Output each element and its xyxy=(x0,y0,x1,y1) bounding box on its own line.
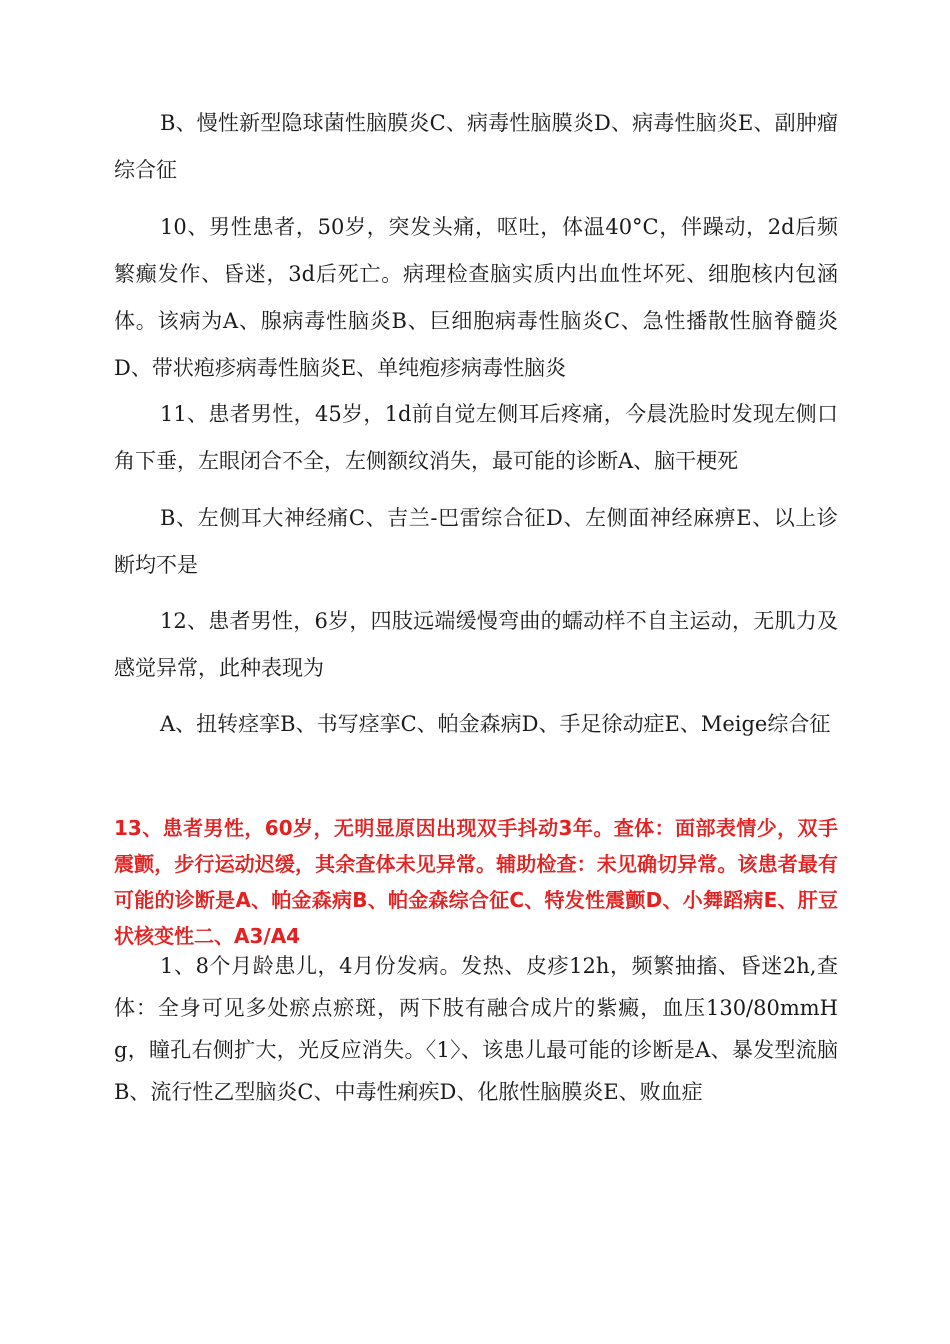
paragraph-case-1: 1、8个月龄患儿，4月份发病。发热、皮疹12h，频繁抽搐、昏迷2h,查体：全身可见多处瘀点瘀斑，两下肢有融合成片的紫癜，血压130/80mmHg，瞳孔右侧扩大，光反应消失。〈1〉、该患儿最可能的诊断是A、暴发型流脑B、流行性乙型脑炎C、中毒性痢疾D、化脓性脑膜炎E、败血症 xyxy=(114,954,838,1104)
paragraph-options-9: B、慢性新型隐球菌性脑膜炎C、病毒性脑膜炎D、病毒性脑炎E、副肿瘤综合征 xyxy=(114,111,838,182)
paragraph-options-11: B、左侧耳大神经痛C、吉兰-巴雷综合征D、左侧面神经麻痹E、以上诊断均不是 xyxy=(114,506,838,577)
paragraph-question-13-highlighted: 13、患者男性，60岁，无明显原因出现双手抖动3年。查体：面部表情少，双手震颤，步行运动迟缓，其余查体未见异常。辅助检查：未见确切异常。该患者最有可能的诊断是A、帕金森病B、帕金森综合征C、特发性震颤D、小舞蹈病E、肝豆状核变性二、A3/A4 xyxy=(114,816,838,948)
paragraph-question-11: 11、患者男性，45岁，1d前自觉左侧耳后疼痛，今晨洗脸时发现左侧口角下垂，左眼闭合不全，左侧额纹消失，最可能的诊断A、脑干梗死 xyxy=(114,402,838,473)
paragraph-options-12: A、扭转痉挛B、书写痉挛C、帕金森病D、手足徐动症E、Meige综合征 xyxy=(160,712,831,736)
paragraph-question-10: 10、男性患者，50岁，突发头痛，呕吐，体温40°C，伴躁动，2d后频繁癫发作、昏迷，3d后死亡。病理检查脑实质内出血性坏死、细胞核内包涵体。该病为A、腺病毒性脑炎B、巨细胞病毒性脑炎C、急性播散性脑脊髓炎D、带状疱疹病毒性脑炎E、单纯疱疹病毒性脑炎 xyxy=(114,215,838,380)
paragraph-question-12: 12、患者男性，6岁，四肢远端缓慢弯曲的蠕动样不自主运动，无肌力及感觉异常，此种表现为 xyxy=(114,609,838,680)
